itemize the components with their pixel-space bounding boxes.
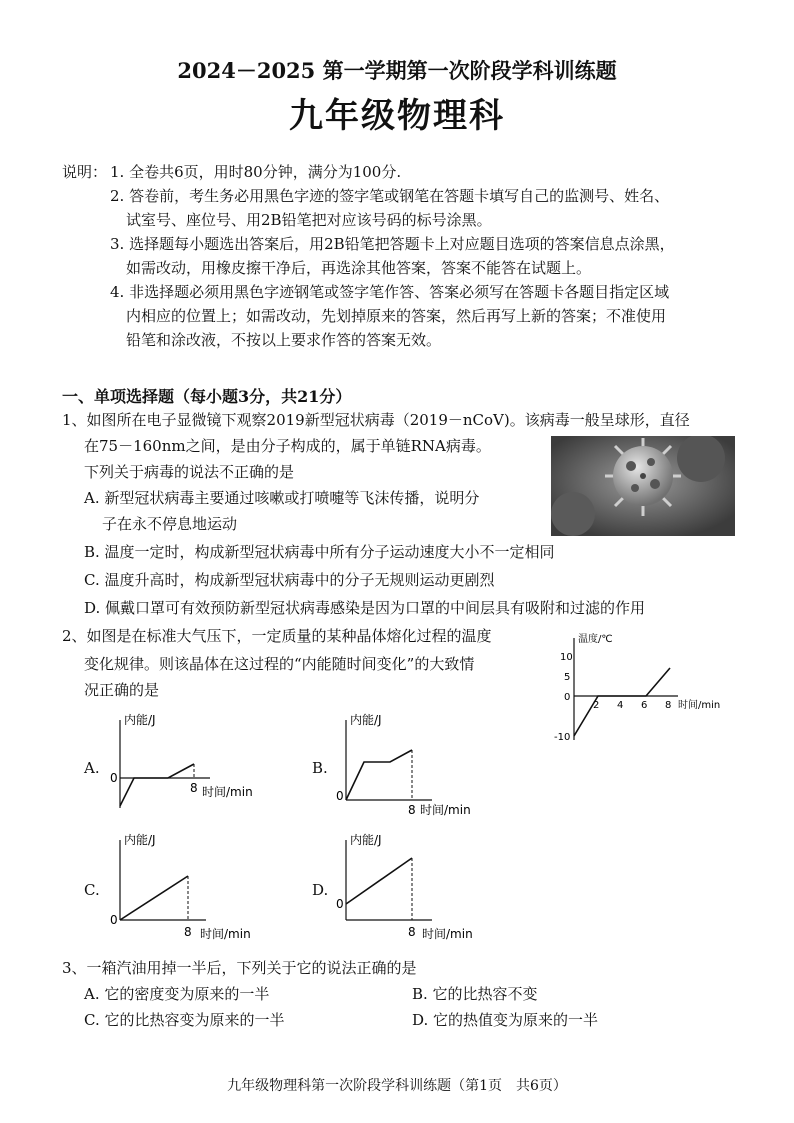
virus-micrograph-image (551, 436, 735, 536)
q1-stem-line-2: 在75－160nm之间，是由分子构成的，属于单链RNA病毒。 (84, 437, 491, 455)
graph-b-xtick: 8 (408, 803, 416, 817)
time-tick-4: 4 (617, 700, 624, 711)
q1-option-a-line-1: A. 新型冠状病毒主要通过咳嗽或打喷嚏等飞沫传播，说明分 (84, 489, 480, 507)
temp-tick-5: 5 (564, 672, 571, 683)
note-2-line-2: 试室号、座位号、用2B铅笔把对应该号码的标号涂黑。 (126, 211, 492, 229)
q2-option-b-graph (332, 712, 502, 818)
q2-option-c-label: C. (84, 881, 100, 899)
time-tick-8: 8 (665, 700, 672, 711)
graph-a-xtick: 8 (190, 781, 198, 795)
note-2-line-1: 2. 答卷前，考生务必用黑色字迹的签字笔或钢笔在答题卡填写自己的监测号、姓名、 (110, 187, 670, 205)
temp-tick-10: 10 (560, 652, 573, 663)
q2-stem-line-2: 变化规律。则该晶体在这过程的“内能随时间变化”的大致情 (84, 655, 475, 673)
graph-d-zero: 0 (336, 897, 344, 911)
exam-title: 2024－2025 第一学期第一次阶段学科训练题 (177, 58, 617, 83)
q3-option-b: B. 它的比热容不变 (412, 985, 538, 1003)
graph-b-zero: 0 (336, 789, 344, 803)
note-1: 1. 全卷共6页，用时80分钟，满分为100分. (110, 163, 402, 181)
temp-tick-0: 0 (564, 692, 571, 703)
note-4-line-1: 4. 非选择题必须用黑色字迹钢笔或签字笔作答、答案必须写在答题卡各题目指定区域 (110, 283, 670, 301)
q2-option-d-label: D. (312, 881, 329, 899)
q2-option-c-graph (106, 832, 276, 942)
temperature-time-chart (548, 628, 738, 746)
note-4-line-3: 铅笔和涂改液，不按以上要求作答的答案无效。 (126, 331, 442, 349)
time-tick-2: 2 (593, 700, 600, 711)
q3-option-d: D. 它的热值变为原来的一半 (412, 1011, 599, 1029)
graph-a-zero: 0 (110, 771, 118, 785)
q3-option-c: C. 它的比热容变为原来的一半 (84, 1011, 285, 1029)
q1-stem-line-1: 1、如图所在电子显微镜下观察2019新型冠状病毒（2019－nCoV)。该病毒一般呈球形，直径 (62, 411, 690, 429)
q1-option-b: B. 温度一定时，构成新型冠状病毒中所有分子运动速度大小不一定相同 (84, 543, 555, 561)
q2-option-a-graph (106, 712, 276, 812)
temp-chart-xlabel: 时间/min (678, 700, 721, 711)
q1-option-c: C. 温度升高时，构成新型冠状病毒中的分子无规则运动更剧烈 (84, 571, 495, 589)
q3-stem: 3、一箱汽油用掉一半后，下列关于它的说法正确的是 (62, 959, 417, 977)
section-title: 一、单项选择题（每小题3分，共21分） (62, 387, 352, 406)
note-4-line-2: 内相应的位置上；如需改动，先划掉原来的答案，然后再写上新的答案；不准使用 (126, 307, 667, 325)
graph-d-xtick: 8 (408, 925, 416, 939)
notes-prefix: 说明： (62, 163, 108, 181)
q2-stem-line-1: 2、如图是在标准大气压下，一定质量的某种晶体熔化过程的温度 (62, 627, 492, 645)
graph-a-xlabel: 时间/min (202, 785, 253, 799)
temp-tick-neg10: -10 (554, 732, 571, 743)
q1-stem-line-3: 下列关于病毒的说法不正确的是 (84, 463, 295, 481)
graph-c-xtick: 8 (184, 925, 192, 939)
graph-d-xlabel: 时间/min (422, 927, 473, 941)
graph-b-ylabel: 内能/J (350, 713, 382, 727)
q2-option-a-label: A. (84, 759, 100, 777)
q1-option-a-line-2: 子在永不停息地运动 (102, 515, 238, 533)
page-footer: 九年级物理科第一次阶段学科训练题（第1页 共6页） (227, 1078, 567, 1094)
time-tick-6: 6 (641, 700, 648, 711)
q3-option-a: A. 它的密度变为原来的一半 (84, 985, 270, 1003)
q2-option-b-label: B. (312, 759, 328, 777)
q1-option-d: D. 佩戴口罩可有效预防新型冠状病毒感染是因为口罩的中间层具有吸附和过滤的作用 (84, 599, 646, 617)
q2-stem-line-3: 况正确的是 (84, 681, 160, 699)
graph-c-line (120, 876, 188, 920)
graph-d-ylabel: 内能/J (350, 833, 382, 847)
graph-b-xlabel: 时间/min (420, 803, 471, 817)
temp-chart-ylabel: 温度/℃ (578, 634, 613, 645)
graph-c-ylabel: 内能/J (124, 833, 156, 847)
graph-c-zero: 0 (110, 913, 118, 927)
note-3-line-1: 3. 选择题每小题选出答案后，用2B铅笔把答题卡上对应题目选项的答案信息点涂黑， (110, 235, 675, 253)
graph-a-line (120, 764, 194, 806)
graph-c-xlabel: 时间/min (200, 927, 251, 941)
subject-title: 九年级物理科 (289, 96, 505, 136)
graph-b-line (346, 750, 412, 800)
graph-d-line (346, 858, 412, 904)
q2-option-d-graph (332, 832, 502, 942)
graph-a-ylabel: 内能/J (124, 713, 156, 727)
note-3-line-2: 如需改动，用橡皮擦干净后，再选涂其他答案，答案不能答在试题上。 (126, 259, 592, 277)
